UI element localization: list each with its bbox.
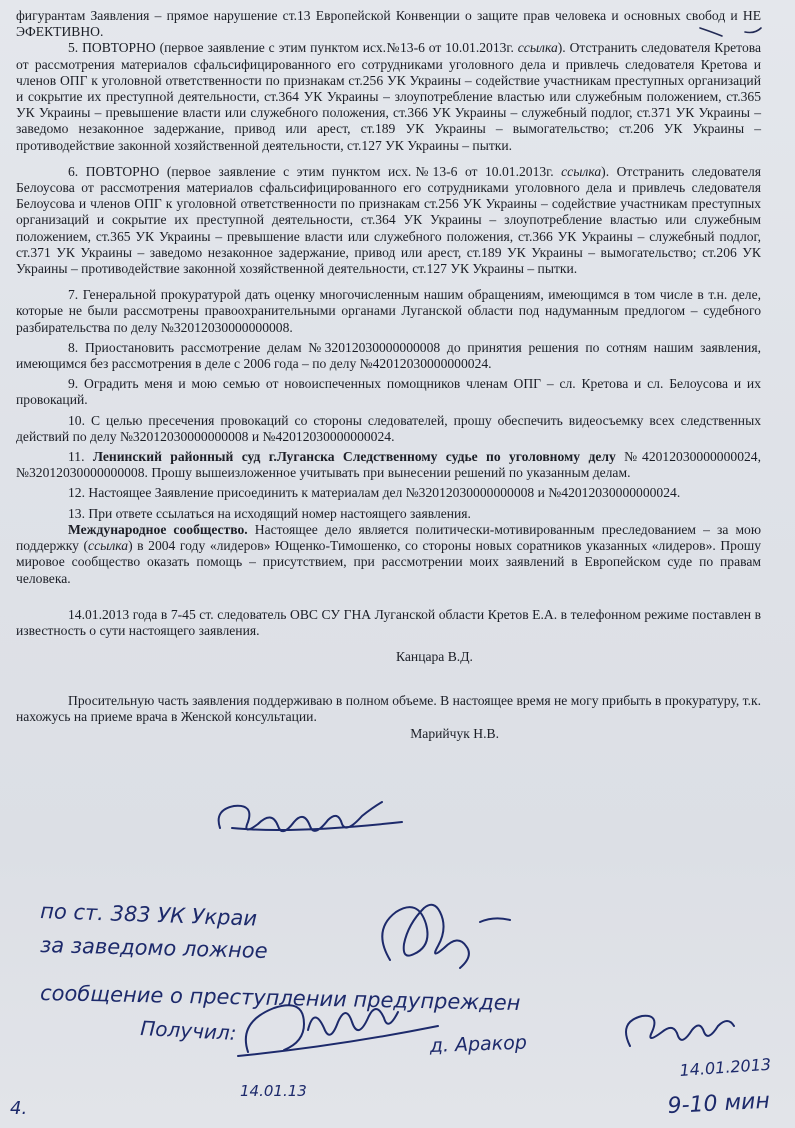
paragraph-7: 7. Генеральной прокуратурой дать оценку многочисленным нашим обращениям, имеющимся в том числе в т.н. деле, которые не были рассмотрены правоохранительными органами Луганской области под надуманным предлогом – судебного разбирательства по делу №32012030000000008. — [16, 287, 761, 335]
reference-link: ссылка — [561, 163, 602, 179]
signer-name-2: Марийчук Н.В. — [410, 725, 499, 741]
reference-link: ссылка — [517, 40, 558, 56]
paragraph-5-start: 5. ПОВТОРНО (первое заявление с этим пунктом исх.№13-6 от 10.01.2013г. — [68, 40, 518, 56]
international-body: ) в 2004 году «лидеров» Ющенко-Тимошенко, со стороны новых соратников указанных «лидеров». Прошу мировое сообщество оказать помощь – присутствием, при рассмотрении моих заявлений в Европейском суде по правам человека. — [16, 538, 762, 586]
signature-block-1 — [16, 639, 761, 683]
handwritten-line-4: Получил: — [139, 1016, 238, 1046]
handwritten-date-right: 14.01.2013 — [678, 1054, 772, 1080]
paragraph-11-body: №42012030000000024, №32012030000000008. Прошу вышеизложенное учитывать при вынесении решений по указанным делам. — [16, 449, 761, 481]
paragraph-6 — [16, 164, 761, 277]
paragraph-6-body: ). Отстранить следователя Белоусова от рассмотрения материалов сфальсифицированного его сотрудниками уголовного дела и привлечь следователя Белоусова и членов ОПГ к уголовной ответственности по признакам ст.256 УК Украины – содействие участникам преступных организаций и сокрытие их преступной деятельности, ст.364 УК Украины – злоупотребление властью или служебным положением, ст.365 УК Украины – превышение власти или служебного положения, ст.366 УК Украины – служебный подлог, ст.371 УК Украины – заведомо незаконное задержание, привод или арест, ст.189 УК Украины – вымогательство; ст.206 УК Украины – противодействие законной хозяйственной деятельности, ст.127 УК Украины – пытки. — [16, 163, 762, 277]
international-heading: Международное сообщество. — [68, 521, 248, 537]
page-number: 4. — [10, 1098, 28, 1119]
document-text — [16, 8, 761, 742]
handwritten-line-3: сообщение о преступлении предупрежден — [39, 981, 521, 1016]
signature-4 — [626, 1016, 734, 1046]
paragraph-international — [16, 522, 761, 587]
signature-2 — [382, 905, 510, 968]
paragraph-11-num: 11. — [68, 449, 93, 465]
paragraph-5 — [16, 40, 761, 153]
paragraph-intro: фигурантам Заявления – прямое нарушение ст.13 Европейской Конвенции о защите прав человека и основных свобод и НЕ ЭФЕКТИВНО. — [16, 8, 761, 40]
paragraph-11 — [16, 449, 761, 481]
signature-3 — [238, 1005, 438, 1056]
signature-1 — [219, 802, 402, 831]
signer-name-1: Канцара В.Д. — [396, 649, 473, 665]
court-name: Ленинский районный суд г.Луганска Следственному судье по уголовному делу — [92, 449, 616, 465]
handwritten-line-4b: д. Аракор — [429, 1031, 528, 1057]
paragraph-13: 13. При ответе ссылаться на исходящий номер настоящего заявления. — [68, 505, 471, 521]
paragraph-support: Просительную часть заявления поддерживаю в полном объеме. В настоящее время не могу прибыть в прокуратуру, т.к. нахожусь на приеме врача в Женской консультации. — [16, 693, 761, 725]
handwritten-date-bottom: 14.01.13 — [240, 1082, 307, 1100]
reference-link: ссылка — [88, 538, 129, 554]
paragraph-notice: 14.01.2013 года в 7-45 ст. следователь ОВС СУ ГНА Луганской области Кретов Е.А. в телефонном режиме поставлен в известность о сути настоящего заявления. — [16, 606, 761, 638]
handwritten-time-right: 9-10 мин — [667, 1088, 771, 1119]
paragraph-10: 10. С целью пресечения провокаций со стороны следователей, прошу обеспечить видеосъемку всех следственных действий по делу №32012030000000008 и №42012030000000024. — [16, 412, 761, 444]
paragraph-12: 12. Настоящее Заявление присоединить к материалам дел №32012030000000008 и №42012030000000024. — [68, 485, 681, 501]
paragraph-6-start: 6. ПОВТОРНО (первое заявление с этим пунктом исх.№13-6 от 10.01.2013г. — [68, 163, 562, 179]
international-body-start: Настоящее дело является политически-мотивированным преследованием – за мою поддержку ( — [16, 521, 761, 554]
handwritten-line-2: за заведомо ложное — [39, 933, 268, 963]
handwritten-line-1: по ст. 383 УК Украи — [39, 899, 258, 931]
paragraph-9: 9. Оградить меня и мою семью от новоиспеченных помощников членам ОПГ – сл. Кретова и сл. Белоусова и их провокаций. — [16, 376, 761, 408]
paragraph-5-body: ). Отстранить следователя Кретова от рассмотрения материалов сфальсифицированного его сотрудниками уголовного дела и привлечь следователя Кретова и членов ОПГ к уголовной ответственности по признакам ст.256 УК Украины – содействие участникам преступных организаций и сокрытие их преступной деятельности, ст.364 УК Украины – злоупотребление властью или служебным положением, ст.365 УК Украины – превышение власти или служебного положения, ст.366 УК Украины – служебный подлог, ст.371 УК Украины – заведомо незаконное задержание, привод или арест, ст.189 УК Украины – вымогательство; ст.206 УК Украины – противодействие законной хозяйственной деятельности, ст.127 УК Украины – пытки. — [16, 40, 762, 153]
paragraph-8: 8. Приостановить рассмотрение делам №32012030000000008 до принятия решения по сотням нашим заявления, имеющимся без рассмотрения в деле с 2006 года – по делу №42012030000000024. — [16, 339, 761, 372]
